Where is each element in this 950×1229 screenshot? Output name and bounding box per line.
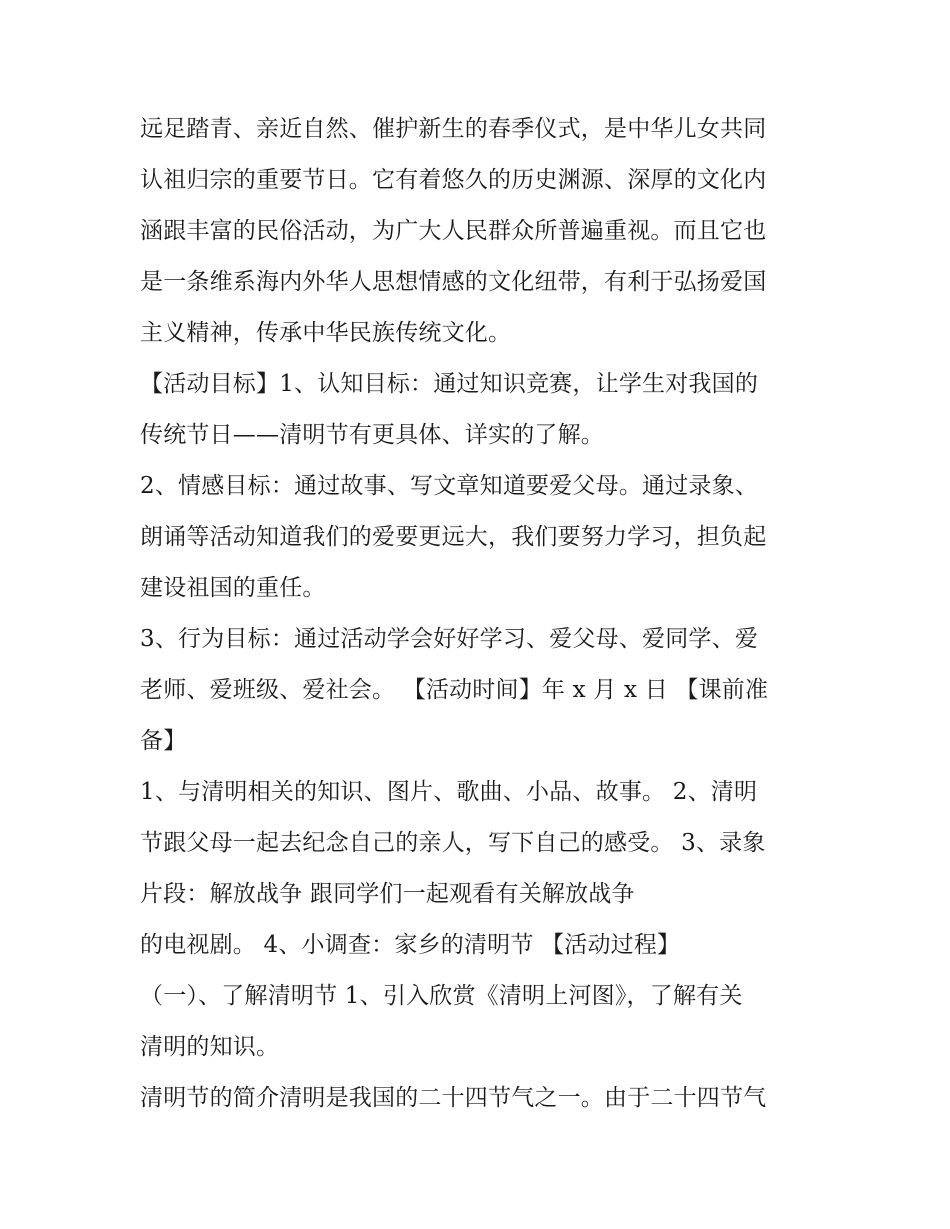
text-line: 片段：解放战争 跟同学们一起观看有关解放战争: [140, 881, 635, 907]
text-line: 清明节的简介清明是我国的二十四节气之一。由于二十四节气: [140, 1085, 767, 1111]
text-line: 主义精神，传承中华民族传统文化。: [140, 320, 512, 346]
text-line: 老师、爱班级、爱社会。 【活动时间】年 x 月 x 日 【课前准: [140, 677, 769, 703]
text-line: 远足踏青、亲近自然、催护新生的春季仪式，是中华儿女共同: [140, 116, 767, 142]
text-line: 【活动目标】1、认知目标：通过知识竞赛，让学生对我国的: [140, 371, 759, 397]
text-line: 的电视剧。 4、小调查：家乡的清明节 【活动过程】: [140, 932, 681, 958]
text-line: 建设祖国的重任。: [140, 575, 326, 601]
text-line: 2、情感目标：通过故事、写文章知道要爱父母。通过录象、: [140, 473, 759, 499]
text-line: 3、行为目标：通过活动学会好好学习、爱父母、爱同学、爱: [140, 626, 759, 652]
text-line: 节跟父母一起去纪念自己的亲人，写下自己的感受。 3、录象: [140, 830, 766, 856]
text-line: 认祖归宗的重要节日。它有着悠久的历史渊源、深厚的文化内: [140, 167, 767, 193]
text-line: 朗诵等活动知道我们的爱要更远大，我们要努力学习，担负起: [140, 524, 767, 550]
text-line: 清明的知识。: [140, 1034, 280, 1060]
text-line: （一）、了解清明节 1、引入欣赏《清明上河图》，了解有关: [140, 983, 743, 1009]
text-line: 1、与清明相关的知识、图片、歌曲、小品、故事。 2、清明: [140, 779, 758, 805]
text-line: 涵跟丰富的民俗活动，为广大人民群众所普遍重视。而且它也: [140, 218, 767, 244]
text-line: 是一条维系海内外华人思想情感的文化纽带，有利于弘扬爱国: [140, 269, 767, 295]
text-line: 备】: [140, 728, 187, 754]
text-line: 传统节日——清明节有更具体、详实的了解。: [140, 422, 604, 448]
